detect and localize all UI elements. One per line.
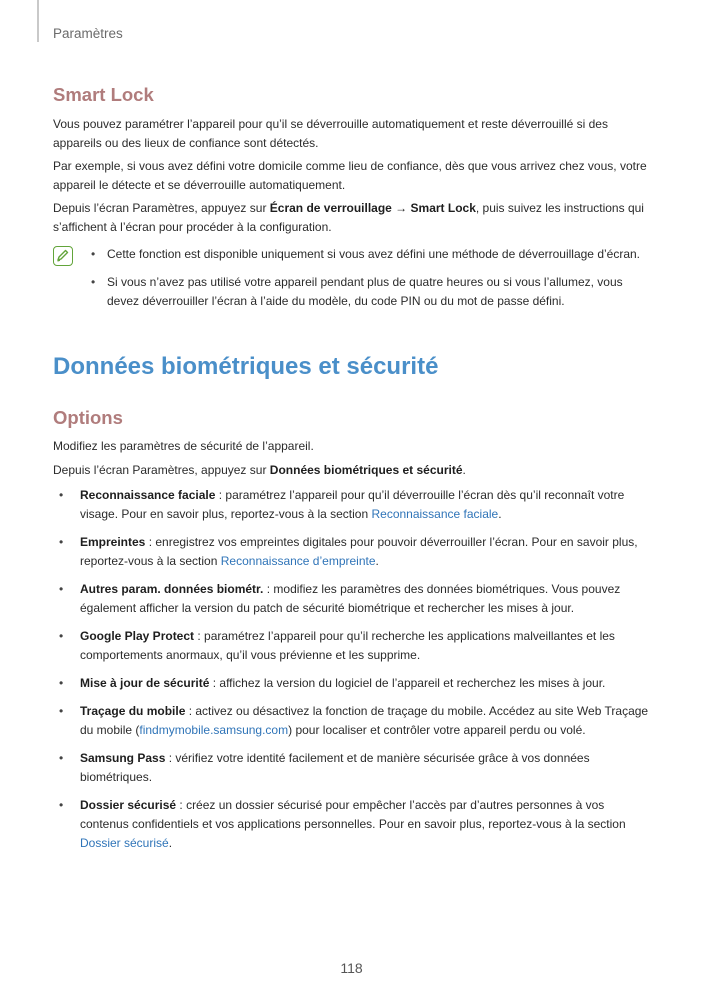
smart-lock-path-lockscreen: Écran de verrouillage <box>269 201 392 215</box>
options-list <box>53 486 653 853</box>
running-header: Paramètres <box>53 26 123 41</box>
note-pencil-icon <box>53 246 73 266</box>
option-fingerprints <box>53 533 653 571</box>
option-text: : enregistrez vos empreintes digitales pour pouvoir déverrouiller l’écran. Pour en savoir plus, reportez-vous à la section <box>80 535 638 568</box>
page-content <box>53 82 653 853</box>
note-list <box>89 245 653 311</box>
bullet: • <box>91 275 96 289</box>
option-google-play-protect <box>53 627 653 665</box>
smart-lock-paragraph-1: Vous pouvez paramétrer l’appareil pour qu’il se déverrouille automatiquement et reste déverrouillé si des appareils ou des lieux de confiance sont détectés. <box>53 117 608 150</box>
note-box <box>53 245 653 311</box>
smart-lock-paragraph-2: Par exemple, si vous avez défini votre domicile comme lieu de confiance, dès que vous arrivez chez vous, votre appareil le détecte et se déverrouille automatiquement. <box>53 159 647 192</box>
page-number: 118 <box>340 960 363 976</box>
note-item <box>89 245 653 264</box>
option-after: . <box>375 554 379 568</box>
smart-lock-heading: Smart Lock <box>53 84 154 105</box>
option-text: : paramétrez l’appareil pour qu’il recherche les applications malveillantes et les comportements anormaux, qu’il vous prévienne et les supprime. <box>80 629 615 662</box>
bullet: • <box>59 751 64 765</box>
fingerprint-recognition-link[interactable]: Reconnaissance d’empreinte <box>220 554 376 568</box>
option-text: : activez ou désactivez la fonction de traçage du mobile. Accédez au site Web Traçage du mobile ( <box>80 704 649 737</box>
option-term: Dossier sécurisé <box>80 798 177 812</box>
smart-lock-path-smartlock: Smart Lock <box>410 201 476 215</box>
header-rule <box>37 0 39 42</box>
note-text: Si vous n’avez pas utilisé votre appareil pendant plus de quatre heures ou si vous l’allumez, vous devez déverrouiller l’écran à l’aide du modèle, du code PIN ou du mot de passe défini. <box>107 275 623 308</box>
option-after: . <box>498 507 502 521</box>
options-path <box>53 461 653 480</box>
option-after: . <box>168 836 173 850</box>
note-item <box>89 273 653 311</box>
bullet: • <box>59 535 64 549</box>
option-text: : modifiez les paramètres des données biométriques. Vous pouvez également afficher la version du patch de sécurité biométrique et rechercher les mises à jour. <box>80 582 621 615</box>
smart-lock-path-suffix: , puis suivez les instructions qui s’affichent à l’écran pour procéder à la configuration. <box>53 201 644 234</box>
smart-lock-paragraph-3 <box>53 199 653 237</box>
option-text: : vérifiez votre identité facilement et de manière sécurisée grâce à vos données biométriques. <box>80 751 590 784</box>
option-security-update <box>53 674 653 693</box>
options-path-prefix: Depuis l’écran Paramètres, appuyez sur <box>53 463 270 477</box>
option-samsung-pass <box>53 749 653 787</box>
option-text: : affichez la version du logiciel de l’appareil et recherchez les mises à jour. <box>209 676 606 690</box>
biometrics-security-heading: Données biométriques et sécurité <box>53 353 439 380</box>
option-text: : paramétrez l’appareil pour qu’il déverrouille l’écran dès qu’il reconnaît votre visage. Pour en savoir plus, reportez-vous à la section <box>80 488 625 521</box>
option-term: Reconnaissance faciale <box>80 488 216 502</box>
option-text: : créez un dossier sécurisé pour empêcher l’accès par d’autres personnes à vos contenus confidentiels et vos applications personnelles. Pour en savoir plus, reportez-vous à la section <box>80 798 626 831</box>
option-term: Empreintes <box>80 535 146 549</box>
option-term: Autres param. données biométr. <box>80 582 264 596</box>
options-intro: Modifiez les paramètres de sécurité de l’appareil. <box>53 439 314 453</box>
option-term: Samsung Pass <box>80 751 166 765</box>
bullet: • <box>59 582 64 596</box>
option-term: Google Play Protect <box>80 629 195 643</box>
option-term: Traçage du mobile <box>80 704 186 718</box>
option-after: ) pour localiser et contrôler votre appareil perdu ou volé. <box>288 723 586 737</box>
bullet: • <box>91 247 96 261</box>
options-path-bold: Données biométriques et sécurité <box>269 463 463 477</box>
option-find-my-mobile <box>53 702 653 740</box>
secure-folder-link[interactable]: Dossier sécurisé <box>80 836 169 850</box>
bullet: • <box>59 798 64 812</box>
option-secure-folder <box>53 796 653 853</box>
bullet: • <box>59 488 64 502</box>
option-other-biometric-settings <box>53 580 653 618</box>
options-path-suffix: . <box>462 463 466 477</box>
options-heading: Options <box>53 407 123 428</box>
note-text: Cette fonction est disponible uniquement si vous avez défini une méthode de déverrouillage d’écran. <box>107 247 641 261</box>
bullet: • <box>59 676 64 690</box>
smart-lock-path-arrow: → <box>391 201 411 215</box>
option-term: Mise à jour de sécurité <box>80 676 210 690</box>
bullet: • <box>59 704 64 718</box>
face-recognition-link[interactable]: Reconnaissance faciale <box>371 507 499 521</box>
bullet: • <box>59 629 64 643</box>
smart-lock-path-prefix: Depuis l’écran Paramètres, appuyez sur <box>53 201 270 215</box>
find-my-mobile-link[interactable]: findmymobile.samsung.com <box>139 723 289 737</box>
option-face-recognition <box>53 486 653 524</box>
